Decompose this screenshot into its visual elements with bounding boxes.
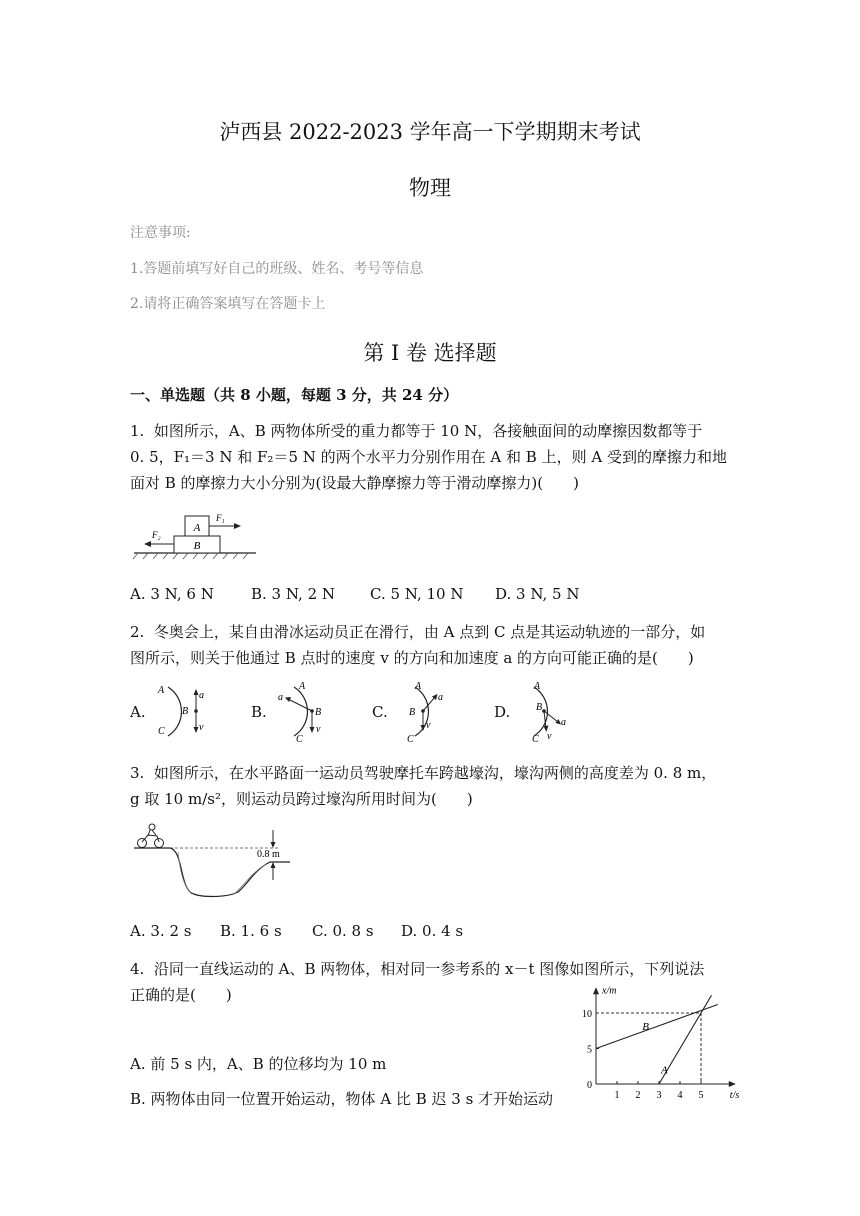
question-1-line-2: 0. 5，F₁＝3 N 和 F₂＝5 N 的两个水平力分别作用在 A 和 B 上，则 A 受到的摩擦力和地	[130, 448, 727, 466]
x-tick-label: 3	[656, 1090, 662, 1101]
svg-text:C: C	[407, 734, 414, 745]
block-a-label: A	[193, 522, 201, 534]
x-tick-label: 1	[614, 1090, 620, 1101]
y-tick-label: 0	[587, 1080, 592, 1091]
notes-heading: 注意事项:	[130, 225, 191, 241]
question-4-line-1: 4. 沿同一直线运动的 A、B 两物体，相对同一参考系的 x－t 图像如图所示，下列说法	[130, 960, 705, 978]
q3-option-c[interactable]: C. 0. 8 s	[312, 922, 374, 940]
x-tick-label: 2	[635, 1090, 641, 1101]
q3-option-d[interactable]: D. 0. 4 s	[401, 922, 464, 940]
q1-option-b[interactable]: B. 3 N, 2 N	[251, 585, 336, 603]
note-item-1: 1.答题前填写好自己的班级、姓名、考号等信息	[130, 261, 424, 277]
svg-text:a: a	[561, 717, 566, 728]
y-tick-label: 10	[582, 1009, 592, 1020]
question-2	[130, 619, 730, 671]
note-item-2: 2.请将正确答案填写在答题卡上	[130, 296, 326, 312]
svg-text:v: v	[199, 722, 204, 733]
question-3-line-1: 3. 如图所示，在水平路面一运动员驾驶摩托车跨越壕沟，壕沟两侧的高度差为 0. 8 m，	[130, 764, 717, 782]
svg-text:B: B	[182, 706, 189, 717]
q1-option-d[interactable]: D. 3 N, 5 N	[495, 585, 580, 603]
q4-option-b[interactable]: B. 两物体由同一位置开始运动，物体 A 比 B 迟 3 s 才开始运动	[130, 1090, 554, 1108]
x-axis-label: t/s	[729, 1090, 740, 1101]
x-tick-label: 5	[698, 1090, 704, 1101]
force-f1-label: F₁	[216, 513, 225, 523]
motorbike-icon	[138, 824, 164, 848]
question-2-line-2: 图所示，则关于他通过 B 点时的速度 v 的方向和加速度 a 的方向可能正确的是( )	[130, 649, 694, 667]
svg-text:A: A	[415, 681, 422, 692]
svg-text:B: B	[409, 707, 416, 718]
exam-title: 泸西县 2022-2023 学年高一下学期期末考试	[219, 120, 641, 144]
svg-text:a: a	[278, 692, 283, 703]
y-axis-arrow	[593, 987, 599, 994]
question-3	[130, 760, 730, 812]
q1-option-c[interactable]: C. 5 N, 10 N	[370, 585, 464, 603]
height-label: 0.8 m	[257, 849, 280, 860]
svg-text:v: v	[426, 720, 431, 731]
question-4-line-2: 正确的是( )	[130, 986, 232, 1004]
block-b-label: B	[193, 540, 201, 552]
section-title: 第 I 卷 选择题	[363, 341, 497, 365]
svg-text:A: A	[158, 685, 165, 696]
q3-ditch-figure	[130, 822, 290, 902]
svg-text:a: a	[199, 690, 204, 701]
svg-text:C: C	[296, 734, 303, 745]
question-2-line-1: 2. 冬奥会上，某自由滑冰运动员正在滑行，由 A 点到 C 点是其运动轨迹的一部分，如	[130, 623, 706, 641]
q2-option-a[interactable]: A.	[130, 703, 146, 721]
q1-blocks-figure	[130, 505, 260, 561]
svg-text:B: B	[315, 707, 322, 718]
y-axis-label: x/m	[602, 985, 617, 997]
q2-figure-b	[272, 678, 332, 745]
series-line-b	[596, 1004, 718, 1048]
force-f2-label: F₂	[152, 530, 161, 540]
svg-text:A: A	[534, 681, 541, 692]
svg-text:C: C	[532, 734, 539, 745]
series-label-b: B	[642, 1021, 649, 1034]
question-1-line-1: 1. 如图所示，A、B 两物体所受的重力都等于 10 N，各接触面间的动摩擦因数都等于	[130, 422, 703, 440]
q2-option-c[interactable]: C.	[372, 703, 388, 721]
svg-text:A: A	[299, 681, 306, 692]
part-title: 一、单选题（共 8 小题，每题 3 分，共 24 分）	[130, 386, 459, 404]
question-1-line-3: 面对 B 的摩擦力大小分别为(设最大静摩擦力等于滑动摩擦力)( )	[130, 474, 579, 492]
xt-graph	[578, 984, 738, 1104]
y-tick-label: 5	[587, 1044, 592, 1056]
q2-option-d[interactable]: D.	[494, 703, 511, 721]
q4-option-a[interactable]: A. 前 5 s 内，A、B 的位移均为 10 m	[130, 1055, 387, 1073]
x-tick-label: 4	[677, 1090, 683, 1101]
subject-title: 物理	[409, 176, 451, 200]
svg-text:v: v	[316, 724, 321, 735]
svg-text:a: a	[438, 692, 443, 703]
svg-text:B: B	[536, 702, 543, 713]
x-axis-arrow	[729, 1081, 736, 1087]
q3-option-a[interactable]: A. 3. 2 s	[130, 922, 192, 940]
q2-figure-c	[393, 678, 453, 745]
series-label-a: A	[661, 1064, 668, 1077]
q2-figure-a	[152, 680, 212, 740]
question-3-line-2: g 取 10 m/s²，则运动员跨过壕沟所用时间为( )	[130, 790, 473, 808]
svg-text:v: v	[547, 731, 552, 742]
q2-option-b[interactable]: B.	[251, 703, 267, 721]
q1-option-a[interactable]: A. 3 N, 6 N	[130, 585, 214, 603]
svg-text:C: C	[158, 726, 165, 737]
question-1	[130, 418, 730, 496]
q2-figure-d	[516, 678, 576, 745]
q3-option-b[interactable]: B. 1. 6 s	[220, 922, 282, 940]
